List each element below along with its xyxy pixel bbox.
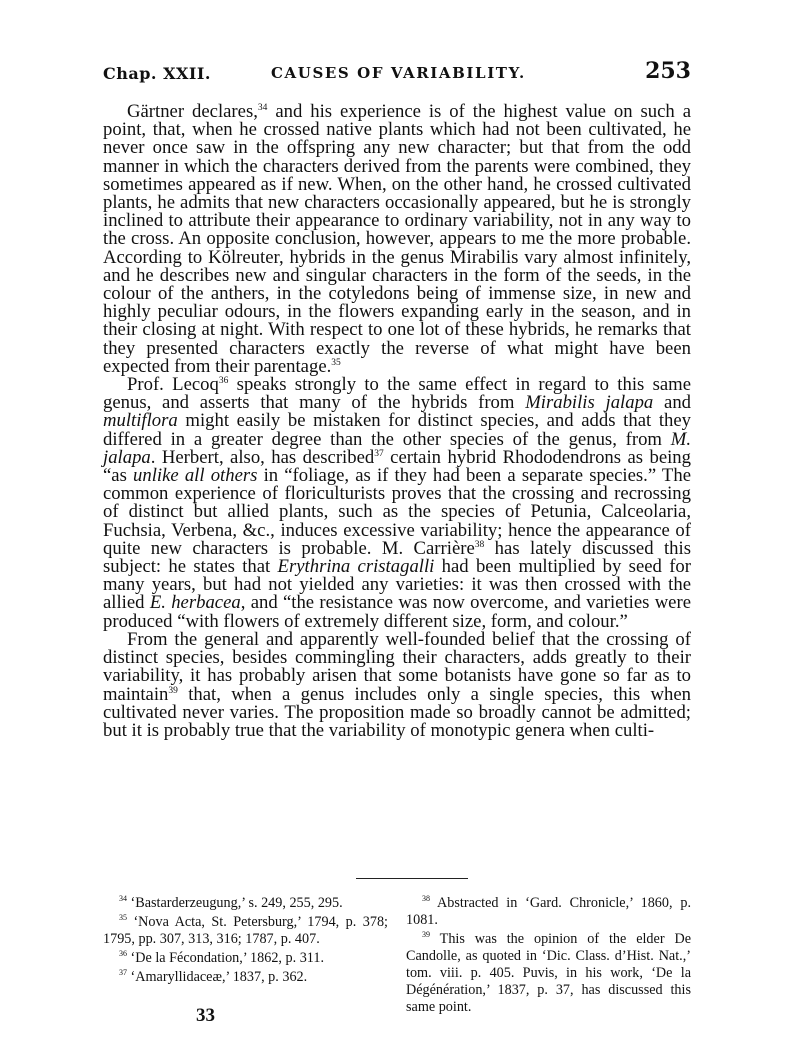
text-run: might easily be mistaken for distinct species, and adds that they differed in a greater degree than the other species of the genus, from [103,410,691,450]
footnote-ref-35: 35 [331,357,341,368]
page-header [103,58,691,88]
footnote-ref-37: 37 [374,448,384,459]
footnote-number: 36 [119,949,127,958]
page-number: 253 [645,58,691,84]
footnote-divider [356,878,468,879]
footnote-number: 38 [422,894,430,903]
chapter-label: Chap. XXII. [103,64,211,83]
footnote-text: Abstracted in ‘Gard. Chronicle,’ 1860, p. 1081. [406,895,691,928]
footnote-35 [103,914,388,948]
footnotes-right-column [406,895,691,1018]
running-title: CAUSES OF VARIABILITY. [271,64,526,82]
footnote-text: ‘Nova Acta, St. Petersburg,’ 1794, p. 378; 1795, pp. 307, 313, 316; 1787, p. 407. [103,914,388,947]
text-run: speaks strongly to the same effect in regard to this same genus, and asserts that many of the hybrids from [103,374,691,414]
signature-mark: 33 [196,1005,215,1026]
footnote-37 [103,969,388,986]
footnote-ref-39: 39 [168,685,178,696]
text-run: has lately discussed this subject: he states that [103,537,691,578]
footnote-ref-36: 36 [218,376,229,387]
paragraph-lecoq [103,376,691,631]
footnote-number: 34 [119,894,127,903]
italic-species: E. herbacea [149,592,241,614]
text-run: certain hybrid Rhododendrons as being “as [103,446,691,487]
footnote-ref-34: 34 [257,103,268,113]
footnotes-left-column [103,895,388,988]
footnote-text: ‘Bastarderzeugung,’ s. 249, 255, 295. [127,895,343,911]
italic-phrase: unlike all others [133,465,258,487]
paragraph-gartner [103,103,691,376]
main-text [103,103,691,740]
footnote-34 [103,895,388,912]
footnote-number: 39 [422,930,430,939]
paragraph-general-belief [103,628,691,741]
text-run: and [653,392,692,414]
footnote-number: 35 [119,913,127,922]
footnote-text: ‘Amaryllidaceæ,’ 1837, p. 362. [127,969,308,985]
footnote-38 [406,895,691,929]
italic-species: Mirabilis jalapa [525,392,654,414]
text-run: Gärtner declares, [127,101,258,122]
text-run: , and “the resistance was now overcome, and varieties were produced “with flowers of extremely different size, form, and colour.” [103,592,691,632]
footnote-36 [103,950,388,967]
footnote-number: 37 [119,968,127,977]
footnote-text: ‘De la Fécondation,’ 1862, p. 311. [127,950,325,966]
text-run: had been multiplied by seed for many years, but had not yielded any varieties: it was then crossed with the allied [103,556,691,614]
text-run: . Herbert, also, has described [150,446,375,468]
footnote-ref-38: 38 [474,539,485,550]
text-run: and his experience is of the highest value on such a point, that, when he crossed native plants which had not been cultivated, he never once saw in the offspring any new character; but that from the odd manner in which the characters derived from the parents were combined, they sometimes appeared as if new. When, on the other hand, he crossed cultivated plants, he admits that new characters occasionally appeared, but he is strongly inclined to attribute their appearance to ordinary variability, not in any way to the cross. An opposite conclusion, however, appears to me the more probable. According to Kölreuter, hybrids in the genus Mirabilis vary almost infinitely, and he describes new and singular characters in the form of the seeds, in the colour of the anthers, in the cotyledons being of immense size, in new and highly peculiar odours, in the flowers expanding early in the season, and in their closing at night. With respect to one lot of these hybrids, he remarks that they presented characters exactly the reverse of what might have been expected from their parentage. [103,101,691,377]
footnote-39 [406,931,691,1016]
text-run: Prof. Lecoq [127,374,219,396]
italic-species: multiflora [103,410,178,432]
italic-species: M. jalapa [103,428,691,468]
text-run: in “foliage, as if they had been a separate species.” The common experience of floriculturists proves that the crossing and recrossing of distinct but allied plants, such as the species of Petunia, Calceolaria, Fuchsia, Verbena, &c., induces excessive variability; hence the appearance of quite new characters is probable. M. Carrière [103,465,691,559]
footnote-text: This was the opinion of the elder De Candolle, as quoted in ‘Dic. Class. d’Hist. Nat.,’ tom. viii. p. 405. Puvis, in his work, ‘De la Dégénération,’ 1837, p. 37, has discussed this same point. [406,931,691,1015]
italic-species: Erythrina cristagalli [277,556,435,578]
text-run: that, when a genus includes only a single species, this when cultivated never varies. The proposition made so broadly cannot be admitted; but it is probably true that the variability of monotypic genera when culti- [103,683,691,741]
text-run: From the general and apparently well-founded belief that the crossing of distinct species, besides commingling their characters, adds greatly to their variability, it has probably arisen that some botanists have gone so far as to maintain [103,628,691,705]
